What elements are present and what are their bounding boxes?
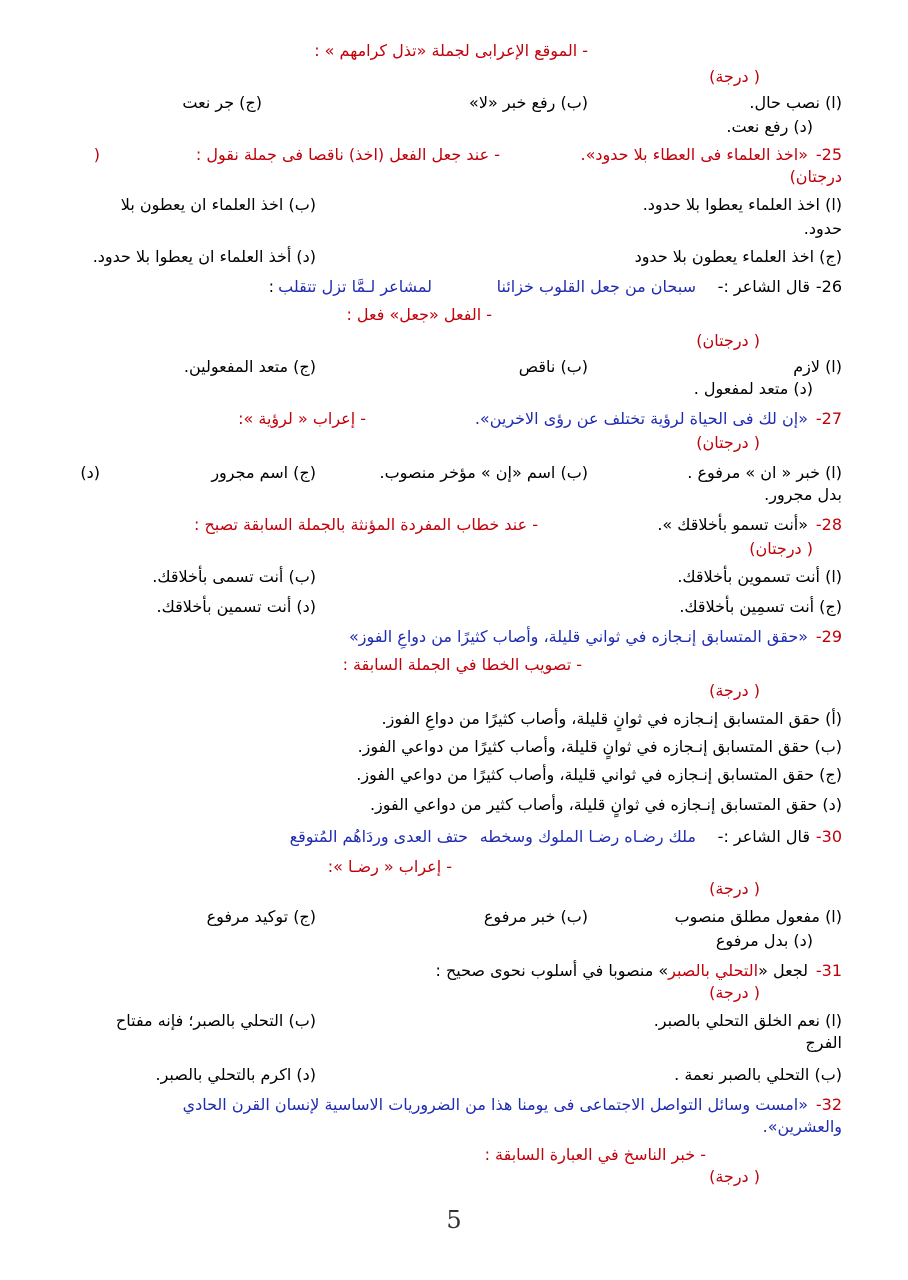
q26-option-b: (ب) ناقص bbox=[518, 357, 588, 376]
q32-quote-wrap: والعشرين». bbox=[762, 1117, 842, 1136]
q25-prompt: - عند جعل الفعل (اخذ) ناقصا فى جملة نقول : bbox=[195, 145, 500, 164]
q24-option-b: (ب) رفع خبر «لا» bbox=[469, 93, 588, 112]
q32-prompt: - خبر الناسخ في العبارة السابقة : bbox=[484, 1145, 706, 1164]
q24-option-c: (ج) جر نعت bbox=[182, 93, 262, 112]
q27-number: 27- bbox=[815, 409, 842, 428]
q25-option-b-wrap: حدود. bbox=[803, 219, 842, 238]
q31-question bbox=[435, 960, 808, 982]
q31-question-post: » منصوبا في أسلوب نحوى صحيح : bbox=[435, 961, 669, 980]
q25-mark-open: ( bbox=[93, 145, 100, 164]
q31-option-c: (ب) التحلي بالصبر نعمة . bbox=[674, 1065, 842, 1084]
q30-option-c: (ج) توكيد مرفوع bbox=[206, 907, 316, 926]
q28-prompt: - عند خطاب المفردة المؤنثة بالجملة السابقة تصبح : bbox=[193, 515, 538, 534]
q32-number: 32- bbox=[815, 1095, 842, 1114]
q25-option-d: (د) أخذ العلماء ان يعطوا بلا حدود. bbox=[92, 247, 316, 266]
q27-prompt: - إعراب « لرؤية »: bbox=[238, 409, 366, 428]
q30-prompt: - إعراب « رضـا »: bbox=[327, 857, 452, 876]
q26-mark: ( درجتان) bbox=[696, 331, 760, 350]
q32-mark: ( درجة) bbox=[709, 1167, 760, 1186]
q30-verse-first: ملك رضـاه رضـا الملوك وسخطه bbox=[479, 827, 696, 846]
q24-mark: ( درجة) bbox=[709, 67, 760, 86]
q28-option-d: (د) أنت تسمين بأخلاقك. bbox=[156, 597, 316, 616]
q26-colon: : bbox=[268, 277, 274, 296]
q30-option-d: (د) بدل مرفوع bbox=[715, 931, 813, 950]
q30-option-a: (ا) مفعول مطلق منصوب bbox=[674, 907, 842, 926]
q25-option-b: (ب) اخذ العلماء ان يعطون بلا bbox=[120, 195, 316, 214]
q27-option-b: (ب) اسم «إن » مؤخر منصوب. bbox=[379, 463, 588, 482]
q26-lead: قال الشاعر :- bbox=[717, 277, 810, 296]
q26-verse-second: لمشاعر لـمَّا تزل تتقلب bbox=[278, 277, 432, 296]
q28-option-a: (ا) أنت تسموين بأخلاقك. bbox=[677, 567, 842, 586]
q29-option-d: (د) حقق المتسابق إنـجازه في ثوانٍ قليلة، وأصاب كثير من دواعي الفوز. bbox=[369, 795, 842, 814]
page-number: 5 bbox=[446, 1206, 462, 1234]
q26-number: 26- bbox=[815, 277, 842, 296]
q29-option-b: (ب) حقق المتسابق إنـجازه في ثوانٍ قليلة، وأصاب كثيرًا من دواعي الفوز. bbox=[357, 737, 842, 756]
q28-option-b: (ب) أنت تسمى بأخلاقك. bbox=[152, 567, 316, 586]
q32-quote: «امست وسائل التواصل الاجتماعى فى يومنا هذا من الضروريات الاساسية لإنسان القرن الحادي bbox=[182, 1095, 808, 1114]
q29-number: 29- bbox=[815, 627, 842, 646]
q25-option-a: (ا) اخذ العلماء يعطوا بلا حدود. bbox=[642, 195, 842, 214]
q31-mark: ( درجة) bbox=[709, 983, 760, 1002]
q31-option-b-wrap: الفرج bbox=[805, 1033, 842, 1052]
q26-option-a: (ا) لازم bbox=[793, 357, 842, 376]
q29-option-a: (أ) حقق المتسابق إنـجازه في ثوانٍ قليلة، وأصاب كثيرًا من دواعِ الفوز. bbox=[381, 709, 842, 728]
q27-quote: «إن لك فى الحياة لرؤية تختلف عن رؤى الاخرين». bbox=[474, 409, 808, 428]
q28-quote: «أنت تسمو بأخلاقك ». bbox=[657, 515, 808, 534]
q25-quote: «اخذ العلماء فى العطاء بلا حدود». bbox=[580, 145, 808, 164]
q30-mark: ( درجة) bbox=[709, 879, 760, 898]
q25-number: 25- bbox=[815, 145, 842, 164]
q27-option-d: (د) bbox=[80, 463, 100, 482]
q31-option-d: (د) اكرم بالتحلي بالصبر. bbox=[155, 1065, 316, 1084]
q26-option-d: (د) متعد لمفعول . bbox=[693, 379, 813, 398]
q27-option-c: (ج) اسم مجرور bbox=[211, 463, 316, 482]
q26-verse-first: سبحان من جعل القلوب خزائنا bbox=[496, 277, 696, 296]
q28-option-c: (ج) أنت تسمِين بأخلاقك. bbox=[679, 597, 842, 616]
q26-option-c: (ج) متعد المفعولين. bbox=[183, 357, 316, 376]
q31-question-highlight: التحلي بالصبر bbox=[668, 961, 759, 980]
q25-mark: درجتان) bbox=[789, 167, 842, 186]
q30-lead: قال الشاعر :- bbox=[717, 827, 810, 846]
q31-option-a: (ا) نعم الخلق التحلي بالصبر. bbox=[653, 1011, 842, 1030]
q31-option-b: (ب) التحلي بالصبر؛ فإنه مفتاح bbox=[115, 1011, 316, 1030]
q29-mark: ( درجة) bbox=[709, 681, 760, 700]
q27-mark: ( درجتان) bbox=[696, 433, 760, 452]
q28-mark: ( درجتان) bbox=[749, 539, 813, 558]
q27-option-d-wrap: بدل مجرور. bbox=[764, 485, 842, 504]
q26-prompt: - الفعل «جعل» فعل : bbox=[346, 305, 492, 324]
q24-prompt: - الموقع الإعرابى لجملة «تذل كرامهم » : bbox=[314, 41, 588, 60]
q24-option-a: (ا) نصب حال. bbox=[749, 93, 842, 112]
q28-number: 28- bbox=[815, 515, 842, 534]
q30-number: 30- bbox=[815, 827, 842, 846]
q31-number: 31- bbox=[815, 961, 842, 980]
q29-prompt: - تصويب الخطا في الجملة السابقة : bbox=[342, 655, 582, 674]
q29-quote: «حقق المتسابق إنـجازه في ثواني قليلة، وأصاب كثيرًا من دواعِ الفوز» bbox=[349, 627, 808, 646]
q30-option-b: (ب) خبر مرفوع bbox=[483, 907, 588, 926]
q27-option-a: (ا) خبر « ان » مرفوع . bbox=[687, 463, 842, 482]
q24-option-d: (د) رفع نعت. bbox=[726, 117, 813, 136]
q29-option-c: (ج) حقق المتسابق إنـجازه في ثواني قليلة، وأصاب كثيرًا من دواعي الفوز. bbox=[356, 765, 842, 784]
q30-verse-second: حتف العدى وردَاهُم المُتوقع bbox=[289, 827, 468, 846]
q25-option-c: (ج) اخذ العلماء يعطون بلا حدود bbox=[634, 247, 842, 266]
q31-question-pre: لجعل « bbox=[758, 961, 808, 980]
